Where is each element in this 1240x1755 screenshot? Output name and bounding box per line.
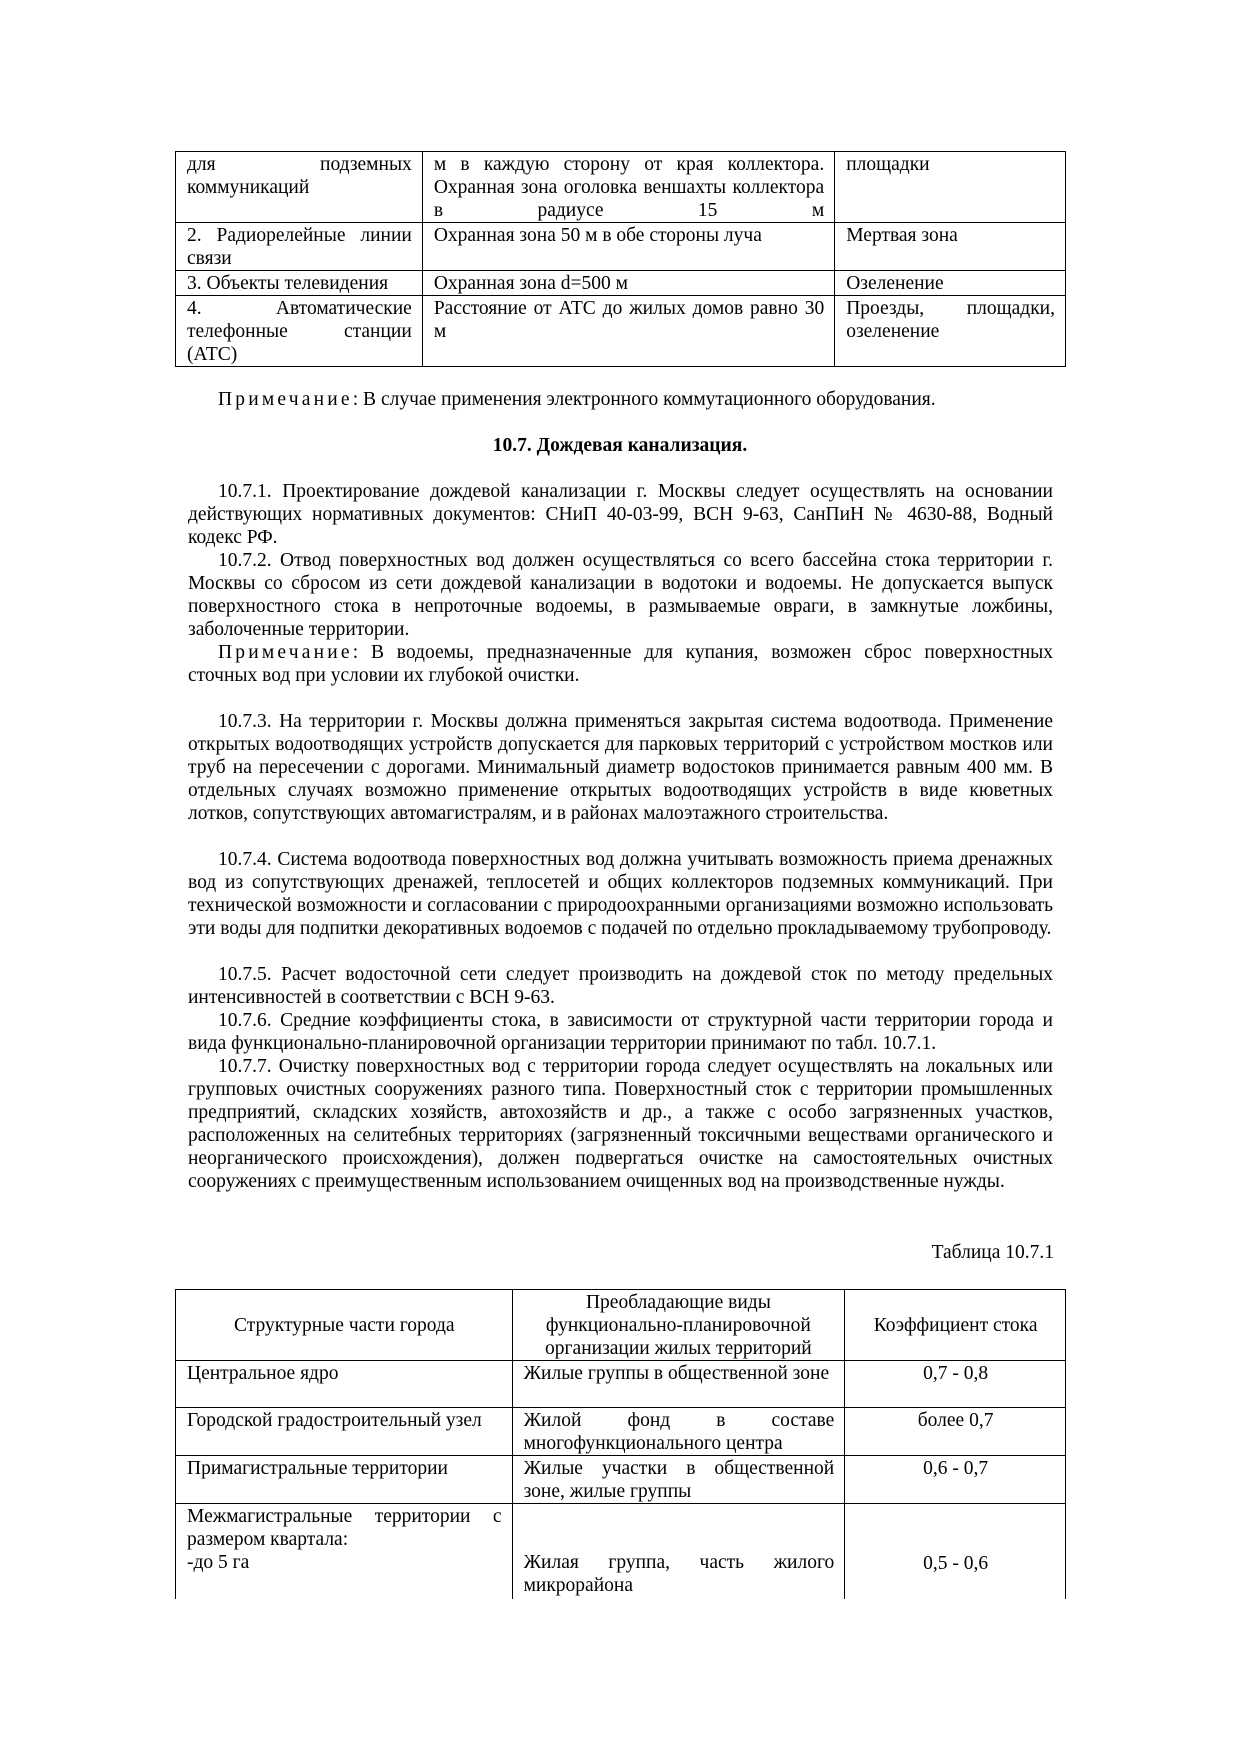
paragraph <box>188 1055 1053 1193</box>
table-row <box>176 1504 1066 1599</box>
table-cell: Жилые участки в общественной зоне, жилые группы <box>512 1456 845 1504</box>
utilities-table <box>175 151 1066 367</box>
paragraph-text: 10.7.4. Система водоотвода поверхностных вод должна учитывать возможность приема дренажных вод из сопутствующих дренажей, теплосетей и общих коллекторов подземных коммуникаций. При технической возможности и согласовании с природоохранными организациями возможно использовать эти воды для подпитки декоративных водоемов с подачей по отдельно прокладываемому трубопроводу. <box>188 849 1053 939</box>
table-cell <box>512 1504 845 1599</box>
column-header: Структурные части города <box>176 1290 513 1361</box>
note-text: : В водоемы, предназначенные для купания, возможен сброс поверхностных сточных вод при условии их глубокой очистки. <box>188 642 1053 686</box>
table-row <box>176 223 1066 271</box>
table-cell: 2. Радиорелейные линии связи <box>176 223 423 271</box>
table-cell: Охранная зона d=500 м <box>422 271 834 296</box>
table-cell: м в каждую сторону от края коллектора. Охранная зона оголовка веншахты коллектора в радиусе 15 м <box>422 152 834 223</box>
table-row <box>176 152 1066 223</box>
table-cell: площадки <box>835 152 1066 223</box>
paragraph <box>188 1009 1053 1055</box>
paragraph-text: 10.7.1. Проектирование дождевой канализации г. Москвы следует осуществлять на основании действующих нормативных документов: СНиП 40-03-99, ВСН 9-63, СанПиН № 4630-88, Водный кодекс РФ. <box>188 481 1053 548</box>
column-header: Преобладающие виды функционально-планировочной организации жилых территорий <box>512 1290 845 1361</box>
table-cell: 3. Объекты телевидения <box>176 271 423 296</box>
column-header: Коэффициент стока <box>845 1290 1066 1361</box>
table-cell: Примагистральные территории <box>176 1456 513 1504</box>
table-row <box>176 271 1066 296</box>
table-cell: Проезды, площадки, озеленение <box>835 296 1066 367</box>
paragraph <box>188 549 1053 641</box>
table-cell: 0,5 - 0,6 <box>845 1504 1066 1599</box>
note-paragraph <box>188 641 1053 687</box>
table-cell: Центральное ядро <box>176 1361 513 1408</box>
section-heading: 10.7. Дождевая канализация. <box>492 435 748 456</box>
table-caption: Таблица 10.7.1 <box>931 1242 1054 1263</box>
cell-subtext: -до 5 га <box>187 1552 250 1573</box>
table-cell: 0,6 - 0,7 <box>845 1456 1066 1504</box>
table-cell: Мертвая зона <box>835 223 1066 271</box>
runoff-coefficient-table <box>175 1289 1066 1599</box>
cell-text: Жилая группа, часть жилого микрорайона <box>523 1551 835 1596</box>
paragraph-text: 10.7.7. Очистку поверхностных вод с территории города следует осуществлять на локальных или групповых очистных сооружениях разного типа. Поверхностный сток с территории промышленных предприятий, складских хозяйств, автохозяйств и др., а также с особо загрязненных участков, расположенных на селитебных территориях (загрязненный токсичными веществами органического и неорганического происхождения), должен подвергаться очистке на самостоятельных очистных сооружениях с преимущественным использованием очищенных вод на производственные нужды. <box>188 1056 1053 1192</box>
table-cell: Городской градостроительный узел <box>176 1408 513 1456</box>
paragraph-text: 10.7.2. Отвод поверхностных вод должен осуществляться со всего бассейна стока территории г. Москвы со сбросом из сети дождевой канализации в водотоки и водоемы. Не допускается выпуск поверхностного стока в непроточные водоемы, в размываемые овраги, в замкнутые ложбины, заболоченные территории. <box>188 550 1053 640</box>
table-cell: 0,7 - 0,8 <box>845 1361 1066 1408</box>
paragraph <box>188 480 1053 549</box>
table-cell: более 0,7 <box>845 1408 1066 1456</box>
note-label: Примечание <box>218 642 353 663</box>
table-row <box>176 296 1066 367</box>
table-cell: для подземных коммуникаций <box>176 152 423 223</box>
note-paragraph <box>188 388 1053 411</box>
note-text: : В случае применения электронного коммутационного оборудования. <box>352 389 936 410</box>
paragraph <box>188 710 1053 825</box>
table-row <box>176 1408 1066 1456</box>
table-cell: 4. Автоматические телефонные станции (АТС) <box>176 296 423 367</box>
table-header-row <box>176 1290 1066 1361</box>
table-cell: Охранная зона 50 м в обе стороны луча <box>422 223 834 271</box>
table-row <box>176 1456 1066 1504</box>
cell-text: Межмагистральные территории с размером квартала: <box>187 1506 502 1550</box>
paragraph <box>188 963 1053 1009</box>
paragraph-text: 10.7.5. Расчет водосточной сети следует производить на дождевой сток по методу предельных интенсивностей в соответствии с ВСН 9-63. <box>188 964 1053 1008</box>
table-cell: Озеленение <box>835 271 1066 296</box>
paragraph <box>188 848 1053 940</box>
table-cell: Расстояние от АТС до жилых домов равно 30 м <box>422 296 834 367</box>
table-cell: Жилой фонд в составе многофункционального центра <box>512 1408 845 1456</box>
table-row <box>176 1361 1066 1408</box>
table-cell <box>176 1504 513 1599</box>
note-label: Примечание <box>218 389 353 410</box>
table-cell: Жилые группы в общественной зоне <box>512 1361 845 1408</box>
paragraph-text: 10.7.6. Средние коэффициенты стока, в зависимости от структурной части территории города и вида функционально-планировочной организации территории принимают по табл. 10.7.1. <box>188 1010 1053 1054</box>
paragraph-text: 10.7.3. На территории г. Москвы должна применяться закрытая система водоотвода. Применение открытых водоотводящих устройств допускается для парковых территорий с устройством мостков или труб на пересечении с дорогами. Минимальный диаметр водостоков принимается равным 400 мм. В отдельных случаях возможно применение открытых водоотводящих устройств в виде кюветных лотков, сопутствующих автомагистралям, и в районах малоэтажного строительства. <box>188 711 1053 824</box>
